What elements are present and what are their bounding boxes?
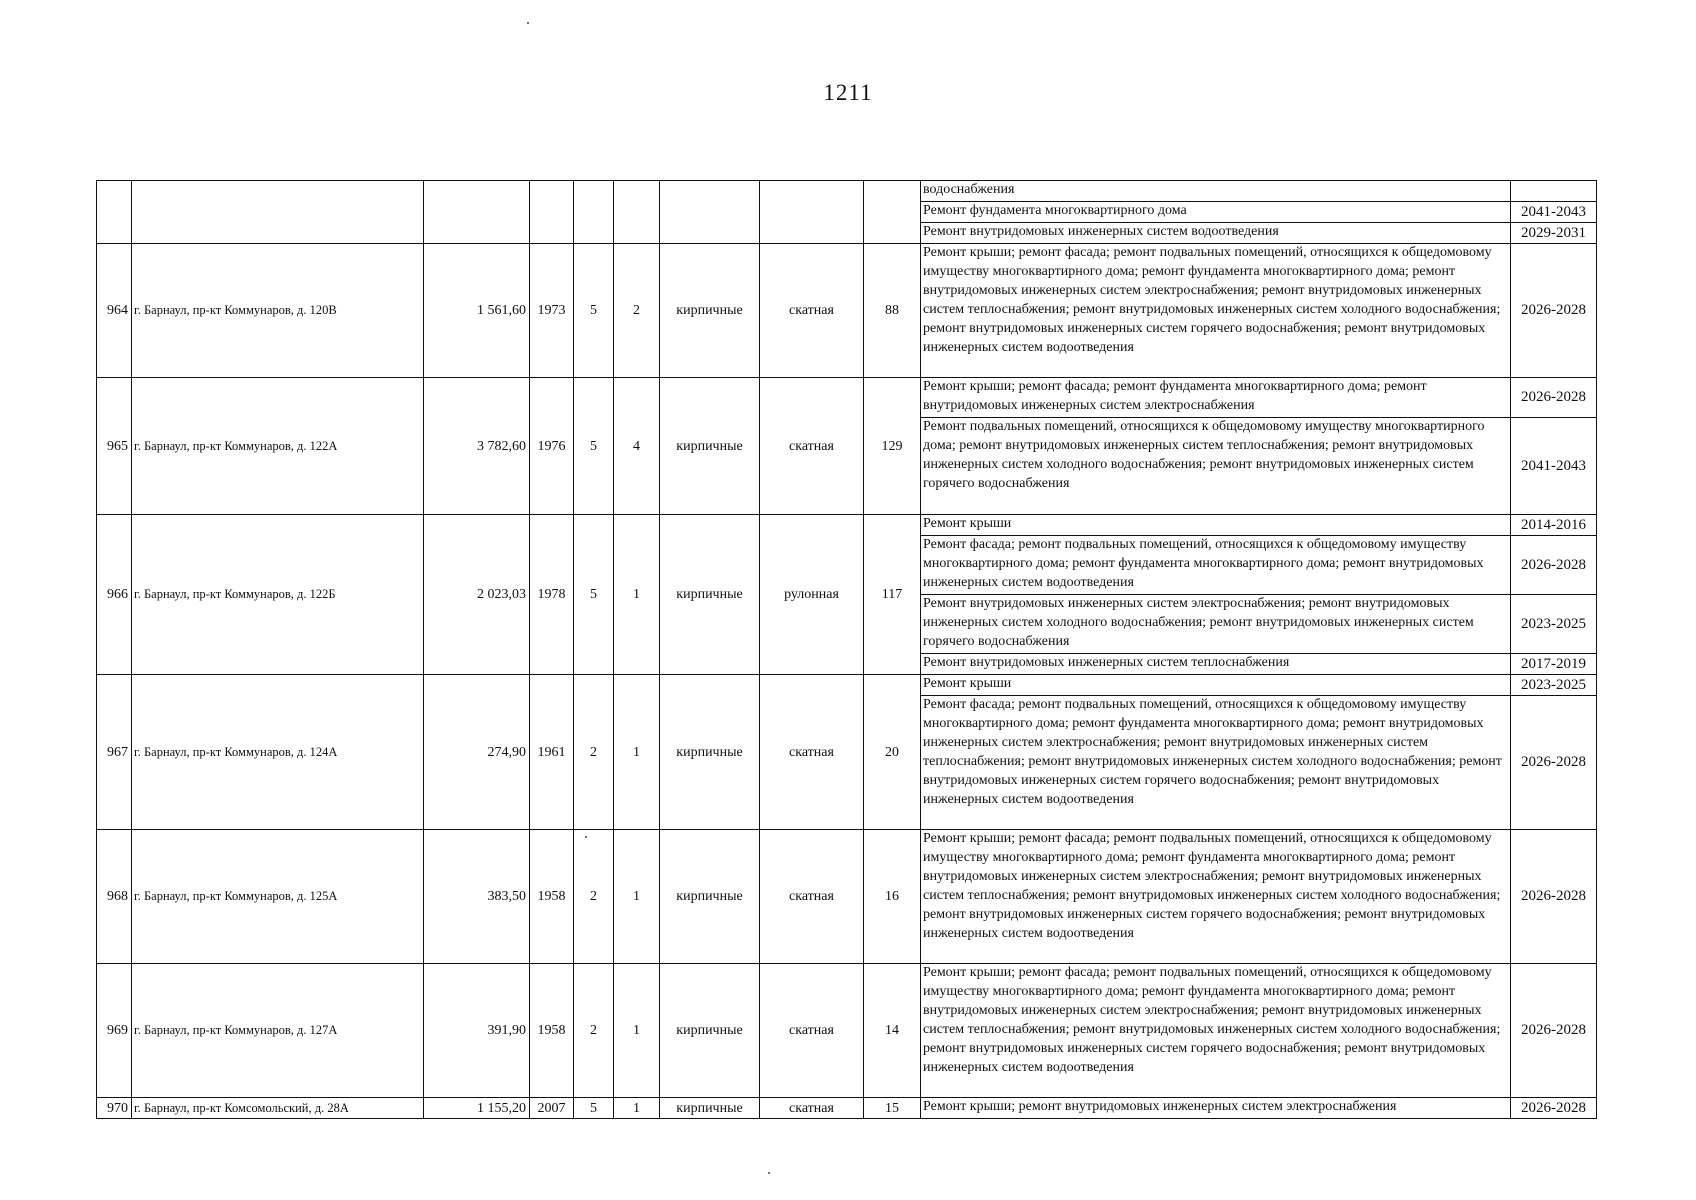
table-row	[97, 1098, 1597, 1119]
floors-count: 5	[574, 515, 614, 675]
work-description: Ремонт внутридомовых инженерных систем теплоснабжения	[921, 654, 1511, 675]
build-year: 1973	[530, 244, 574, 378]
roof-type: скатная	[760, 964, 864, 1098]
roof-type: скатная	[760, 830, 864, 964]
work-description: Ремонт крыши	[921, 675, 1511, 696]
entrances-count: 1	[614, 675, 660, 830]
build-year: 2007	[530, 1098, 574, 1119]
work-period: 2026-2028	[1511, 830, 1597, 964]
floors-count: 2	[574, 675, 614, 830]
residents-count: 129	[864, 378, 921, 515]
house-number: 967	[97, 675, 132, 830]
work-description: Ремонт крыши; ремонт фасада; ремонт фундамента многоквартирного дома; ремонт внутридомовых инженерных систем электроснабжения	[921, 378, 1511, 418]
residents-count: 14	[864, 964, 921, 1098]
house-area: 2 023,03	[424, 515, 530, 675]
repair-schedule-table	[96, 180, 1597, 1119]
table-row	[97, 830, 1597, 964]
work-period: 2029-2031	[1511, 223, 1597, 244]
roof-type: скатная	[760, 1098, 864, 1119]
residents-count: 15	[864, 1098, 921, 1119]
table-row	[97, 181, 1597, 202]
work-period: 2026-2028	[1511, 536, 1597, 595]
scan-speck	[768, 1172, 770, 1174]
house-area: 274,90	[424, 675, 530, 830]
house-address: г. Барнаул, пр-кт Коммунаров, д. 125А	[132, 830, 424, 964]
house-area: 383,50	[424, 830, 530, 964]
table-row	[97, 515, 1597, 536]
work-period: 2026-2028	[1511, 1098, 1597, 1119]
work-period: 2017-2019	[1511, 654, 1597, 675]
table-row	[97, 964, 1597, 1098]
address-cell	[132, 181, 424, 244]
house-address: г. Барнаул, пр-кт Комсомольский, д. 28А	[132, 1098, 424, 1119]
entrances-count: 2	[614, 244, 660, 378]
residents-cell	[864, 181, 921, 244]
floors-count: 2	[574, 830, 614, 964]
house-number: 968	[97, 830, 132, 964]
house-number: 970	[97, 1098, 132, 1119]
wall-material: кирпичные	[660, 515, 760, 675]
work-period: 2041-2043	[1511, 418, 1597, 515]
year-cell	[530, 181, 574, 244]
house-area: 1 561,60	[424, 244, 530, 378]
house-number: 966	[97, 515, 132, 675]
entrances-count: 1	[614, 515, 660, 675]
work-description: Ремонт внутридомовых инженерных систем водоотведения	[921, 223, 1511, 244]
house-address: г. Барнаул, пр-кт Коммунаров, д. 122Б	[132, 515, 424, 675]
entrances-count: 1	[614, 1098, 660, 1119]
roof-type: скатная	[760, 244, 864, 378]
build-year: 1958	[530, 964, 574, 1098]
table-row	[97, 244, 1597, 378]
work-period: 2026-2028	[1511, 696, 1597, 830]
work-period: 2023-2025	[1511, 675, 1597, 696]
house-number: 964	[97, 244, 132, 378]
floors-cell	[574, 181, 614, 244]
build-year: 1978	[530, 515, 574, 675]
house-address: г. Барнаул, пр-кт Коммунаров, д. 124А	[132, 675, 424, 830]
work-description: водоснабжения	[921, 181, 1511, 202]
work-description: Ремонт крыши; ремонт фасада; ремонт подвальных помещений, относящихся к общедомовому имуществу многоквартирного дома; ремонт фундамента многоквартирного дома; ремонт внутридомовых инженерных систем электроснабжения; ремонт внутридомовых инженерных систем теплоснабжения; ремонт внутридомовых инженерных систем холодного водоснабжения; ремонт внутридомовых инженерных систем горячего водоснабжения; ремонт внутридомовых инженерных систем водоотведения	[921, 244, 1511, 378]
house-number: 965	[97, 378, 132, 515]
entrances-count: 1	[614, 964, 660, 1098]
build-year: 1958	[530, 830, 574, 964]
house-address: г. Барнаул, пр-кт Коммунаров, д. 127А	[132, 964, 424, 1098]
num-cell	[97, 181, 132, 244]
work-period: 2014-2016	[1511, 515, 1597, 536]
house-address: г. Барнаул, пр-кт Коммунаров, д. 122А	[132, 378, 424, 515]
wall-material: кирпичные	[660, 378, 760, 515]
work-description: Ремонт фасада; ремонт подвальных помещений, относящихся к общедомовому имуществу многоквартирного дома; ремонт фундамента многоквартирного дома; ремонт внутридомовых инженерных систем электроснабжения; ремонт внутридомовых инженерных систем теплоснабжения; ремонт внутридомовых инженерных систем холодного водоснабжения; ремонт внутридомовых инженерных систем горячего водоснабжения; ремонт внутридомовых инженерных систем водоотведения	[921, 696, 1511, 830]
page-number: 1211	[823, 80, 873, 105]
work-period: 2026-2028	[1511, 244, 1597, 378]
area-cell	[424, 181, 530, 244]
work-description: Ремонт крыши; ремонт фасада; ремонт подвальных помещений, относящихся к общедомовому имуществу многоквартирного дома; ремонт фундамента многоквартирного дома; ремонт внутридомовых инженерных систем электроснабжения; ремонт внутридомовых инженерных систем теплоснабжения; ремонт внутридомовых инженерных систем холодного водоснабжения; ремонт внутридомовых инженерных систем горячего водоснабжения; ремонт внутридомовых инженерных систем водоотведения	[921, 964, 1511, 1098]
work-description: Ремонт фасада; ремонт подвальных помещений, относящихся к общедомовому имуществу многоквартирного дома; ремонт фундамента многоквартирного дома; ремонт внутридомовых инженерных систем водоотведения	[921, 536, 1511, 595]
roof-type: скатная	[760, 378, 864, 515]
floors-count: 2	[574, 964, 614, 1098]
build-year: 1961	[530, 675, 574, 830]
roof-type: скатная	[760, 675, 864, 830]
floors-count: 5	[574, 1098, 614, 1119]
house-address: г. Барнаул, пр-кт Коммунаров, д. 120В	[132, 244, 424, 378]
wall-material: кирпичные	[660, 964, 760, 1098]
floors-count: 5	[574, 378, 614, 515]
roof-type: рулонная	[760, 515, 864, 675]
work-description: Ремонт крыши	[921, 515, 1511, 536]
house-number: 969	[97, 964, 132, 1098]
work-description: Ремонт внутридомовых инженерных систем электроснабжения; ремонт внутридомовых инженерных систем холодного водоснабжения; ремонт внутридомовых инженерных систем горячего водоснабжения	[921, 595, 1511, 654]
house-area: 391,90	[424, 964, 530, 1098]
work-period: 2026-2028	[1511, 378, 1597, 418]
house-area: 1 155,20	[424, 1098, 530, 1119]
wall-material: кирпичные	[660, 830, 760, 964]
entrances-cell	[614, 181, 660, 244]
work-description: Ремонт подвальных помещений, относящихся к общедомовому имуществу многоквартирного дома; ремонт внутридомовых инженерных систем теплоснабжения; ремонт внутридомовых инженерных систем холодного водоснабжения; ремонт внутридомовых инженерных систем горячего водоснабжения	[921, 418, 1511, 515]
entrances-count: 4	[614, 378, 660, 515]
work-description: Ремонт крыши; ремонт фасада; ремонт подвальных помещений, относящихся к общедомовому имуществу многоквартирного дома; ремонт фундамента многоквартирного дома; ремонт внутридомовых инженерных систем электроснабжения; ремонт внутридомовых инженерных систем теплоснабжения; ремонт внутридомовых инженерных систем холодного водоснабжения; ремонт внутридомовых инженерных систем горячего водоснабжения; ремонт внутридомовых инженерных систем водоотведения	[921, 830, 1511, 964]
wall-material: кирпичные	[660, 675, 760, 830]
work-description: Ремонт крыши; ремонт внутридомовых инженерных систем электроснабжения	[921, 1098, 1511, 1119]
build-year: 1976	[530, 378, 574, 515]
work-period: 2026-2028	[1511, 964, 1597, 1098]
walls-cell	[660, 181, 760, 244]
wall-material: кирпичные	[660, 244, 760, 378]
work-period	[1511, 181, 1597, 202]
table-row	[97, 675, 1597, 696]
wall-material: кирпичные	[660, 1098, 760, 1119]
work-period: 2041-2043	[1511, 202, 1597, 223]
floors-count: 5	[574, 244, 614, 378]
residents-count: 88	[864, 244, 921, 378]
work-period: 2023-2025	[1511, 595, 1597, 654]
roof-cell	[760, 181, 864, 244]
work-description: Ремонт фундамента многоквартирного дома	[921, 202, 1511, 223]
scan-speck	[527, 22, 529, 24]
residents-count: 16	[864, 830, 921, 964]
table-row	[97, 378, 1597, 418]
residents-count: 20	[864, 675, 921, 830]
house-area: 3 782,60	[424, 378, 530, 515]
entrances-count: 1	[614, 830, 660, 964]
residents-count: 117	[864, 515, 921, 675]
